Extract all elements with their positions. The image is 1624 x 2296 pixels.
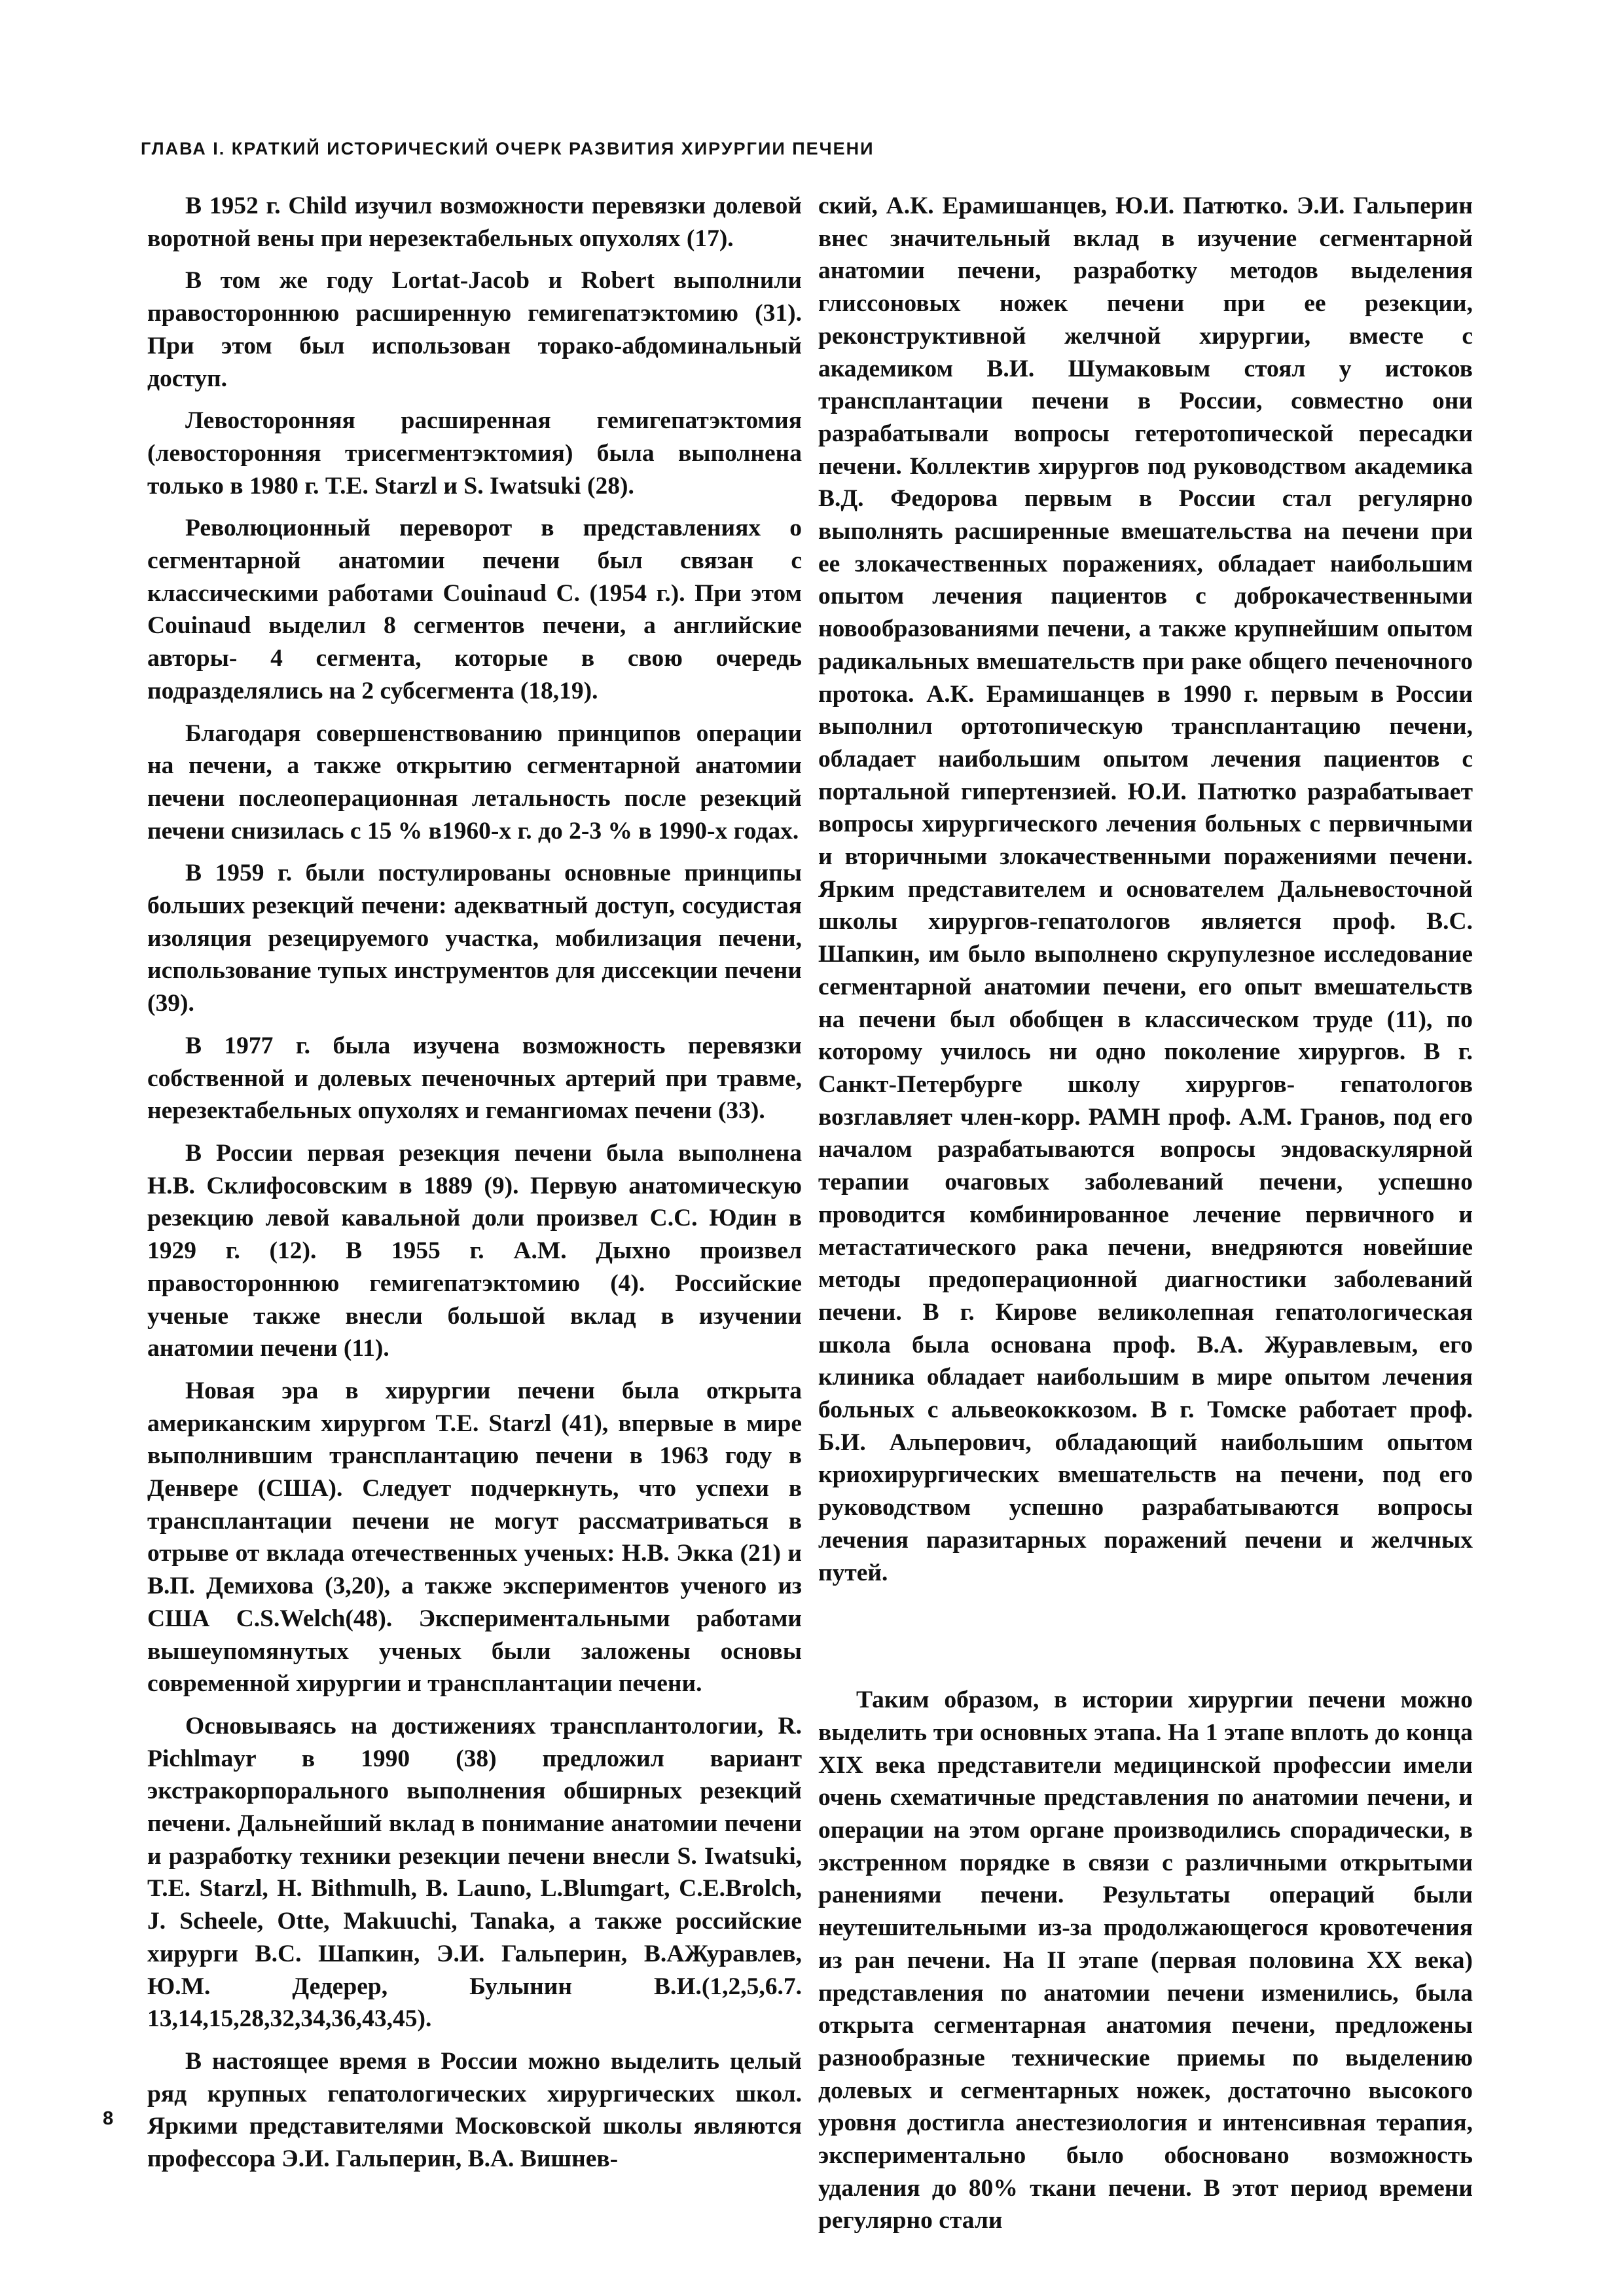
paragraph: Левосторонняя расширенная гемигепатэктомия (левосторонняя трисегментэктомия) была выполнена только в 1980 г. T.E. Starzl и S. Iwatsuki (28). xyxy=(147,407,802,500)
paragraph: Благодаря совершенствованию принципов операции на печени, а также открытию сегментарной анатомии печени послеоперационная летальность после резекций печени снизилась с 15 % в1960-х г. до 2-3 % в 1990-х годах. xyxy=(147,720,802,845)
paragraph-continued: ский, А.К. Ерамишанцев, Ю.И. Патютко. Э.И. Гальперин внес значительный вклад в изучение сегментарной анатомии печени, разработку методов выделения глиссоновых ножек печени при ее резекции, реконструктивной желчной хирургии, вместе с академиком В.И. Шумаковым стоял у истоков трансплантации печени в России, совместно они разрабатывали вопросы гетеротопической пересадки печени. Коллектив хирургов под руководством академика В.Д. Федорова первым в России стал регулярно выполнять расширенные вмешательства на печени при ее злокачественных поражениях, обладает наибольшим опытом лечения пациентов с доброкачественными новообразованиями печени, а также крупнейшим опытом радикальных вмешательств при раке общего печеночного протока. А.К. Ерамишанцев в 1990 г. первым в России выполнил ортотопическую трансплантацию печени, обладает наибольшим опытом лечения пациентов с портальной гипертензией. Ю.И. Патютко разрабатывает вопросы хирургического лечения больных с первичными и вторичными злокачественными поражениями печени. Ярким представителем и основателем Дальневосточной школы хирургов-гепатологов является проф. В.С. Шапкин, им было выполнено скрупулезное исследование сегментарной анатомии печени, его опыт вмешательств на печени был обобщен в классическом труде (11), по которому училось ни одно поколение хирургов. В г. Санкт-Петербурге школу хирургов- гепатологов возглавляет член-корр. РАМН проф. А.М. Гранов, под его началом разрабатываются вопросы эндоваскулярной терапии очаговых заболеваний печени, успешно проводится комбинированное лечение первичного и метастатического рака печени, внедряются новейшие методы предоперационной диагностики заболеваний печени. В г. Кирове великолепная гепатологическая школа была основана проф. В.А. Журавлевым, его клиника обладает наибольшим в мире опытом лечения больных с альвеококкозом. В г. Томске работает проф. Б.И. Альперович, обладающий наибольшим опытом криохирургических вмешательств на печени, под его руководством успешно разрабатываются вопросы лечения паразитарных поражений печени и желчных путей. xyxy=(818,192,1473,1586)
paragraph: В 1977 г. была изучена возможность перевязки собственной и долевых печеночных артерий при травме, нерезектабельных опухолях и гемангиомах печени (33). xyxy=(147,1032,802,1125)
paragraph: Основываясь на достижениях трансплантологии, R. Pichlmayr в 1990 (38) предложил вариант экстракорпорального выполнения обширных резекций печени. Дальнейший вклад в понимание анатомии печени и разработку техники резекции печени внесли S. Iwatsuki, T.E. Starzl, H. Bithmulh, B. Launo, L.Blumgart, C.E.Brolch, J. Scheele, Otte, Makuuchi, Tanaka, а также российские хирурги В.С. Шапкин, Э.И. Гальперин, В.АЖуравлев, Ю.М. Дедерер, Булынин В.И.(1,2,5,6.7. 13,14,15,28,32,34,36,43,45). xyxy=(147,1712,802,2033)
paragraph: В 1952 г. Child изучил возможности перевязки долевой воротной вены при нерезектабельных опухолях (17). xyxy=(147,192,802,252)
page-number: 8 xyxy=(103,2108,114,2129)
paragraph: В 1959 г. были постулированы основные принципы больших резекций печени: адекватный доступ, сосудистая изоляция резецируемого участка, мобилизация печени, использование тупых инструментов для диссекции печени (39). xyxy=(147,860,802,1017)
left-column xyxy=(147,190,802,2173)
paragraph-summary: Таким образом, в истории хирургии печени можно выделить три основных этапа. На 1 этапе вплоть до конца XIX века представители медицинской профессии имели очень схематичные представления по анатомии печени, и операции на этом органе производились спорадически, в экстренном порядке в связи с различными открытыми ранениями печени. Результаты операций были неутешительными из-за продолжающегося кровотечения из ран печени. На II этапе (первая половина XX века) представления по анатомии печени изменились, была открыта сегментарная анатомия печени, предложены разнообразные технические приемы по выделению долевых и сегментарных ножек, достаточно высокого уровня достигла анестезиология и интенсивная терапия, экспериментально было обосновано возможность удаления до 80% ткани печени. В этот период времени регулярно стали xyxy=(818,1686,1473,2234)
paragraph: В настоящее время в России можно выделить целый ряд крупных гепатологических хирургических школ. Яркими представителями Московской школы являются профессора Э.И. Гальперин, В.А. Вишнев- xyxy=(147,2047,802,2173)
paragraph: Революционный переворот в представлениях о сегментарной анатомии печени был связан с классическими работами Couinaud С. (1954 г.). При этом Couinaud выделил 8 сегментов печени, а английские авторы- 4 сегмента, которые в свою очередь подразделялись на 2 субсегмента (18,19). xyxy=(147,515,802,704)
paragraph: Новая эра в хирургии печени была открыта американским хирургом T.E. Starzl (41), впервые в мире выполнившим трансплантацию печени в 1963 году в Денвере (США). Следует подчеркнуть, что успехи в трансплантации печени не могут рассматриваться в отрыве от вклада отечественных ученых: Н.В. Экка (21) и В.П. Демихова (3,20), а также экспериментов ученого из США C.S.Welch(48). Экспериментальными работами вышеупомянутых ученых были заложены основы современной хирургии и трансплантации печени. xyxy=(147,1377,802,1698)
running-header: ГЛАВА I. КРАТКИЙ ИСТОРИЧЕСКИЙ ОЧЕРК РАЗВИТИЯ ХИРУРГИИ ПЕЧЕНИ xyxy=(141,139,875,158)
right-column xyxy=(818,190,1473,2234)
paragraph: В том же году Lortat-Jacob и Robert выполнили правостороннюю расширенную гемигепатэктомию (31). При этом был использован торако-абдоминальный доступ. xyxy=(147,267,802,392)
paragraph: В России первая резекция печени была выполнена Н.В. Склифосовским в 1889 (9). Первую анатомическую резекцию левой кавальной доли произвел С.С. Юдин в 1929 г. (12). В 1955 г. А.М. Дыхно произвел правостороннюю гемигепатэктомию (4). Российские ученые также внесли большой вклад в изучении анатомии печени (11). xyxy=(147,1139,802,1362)
